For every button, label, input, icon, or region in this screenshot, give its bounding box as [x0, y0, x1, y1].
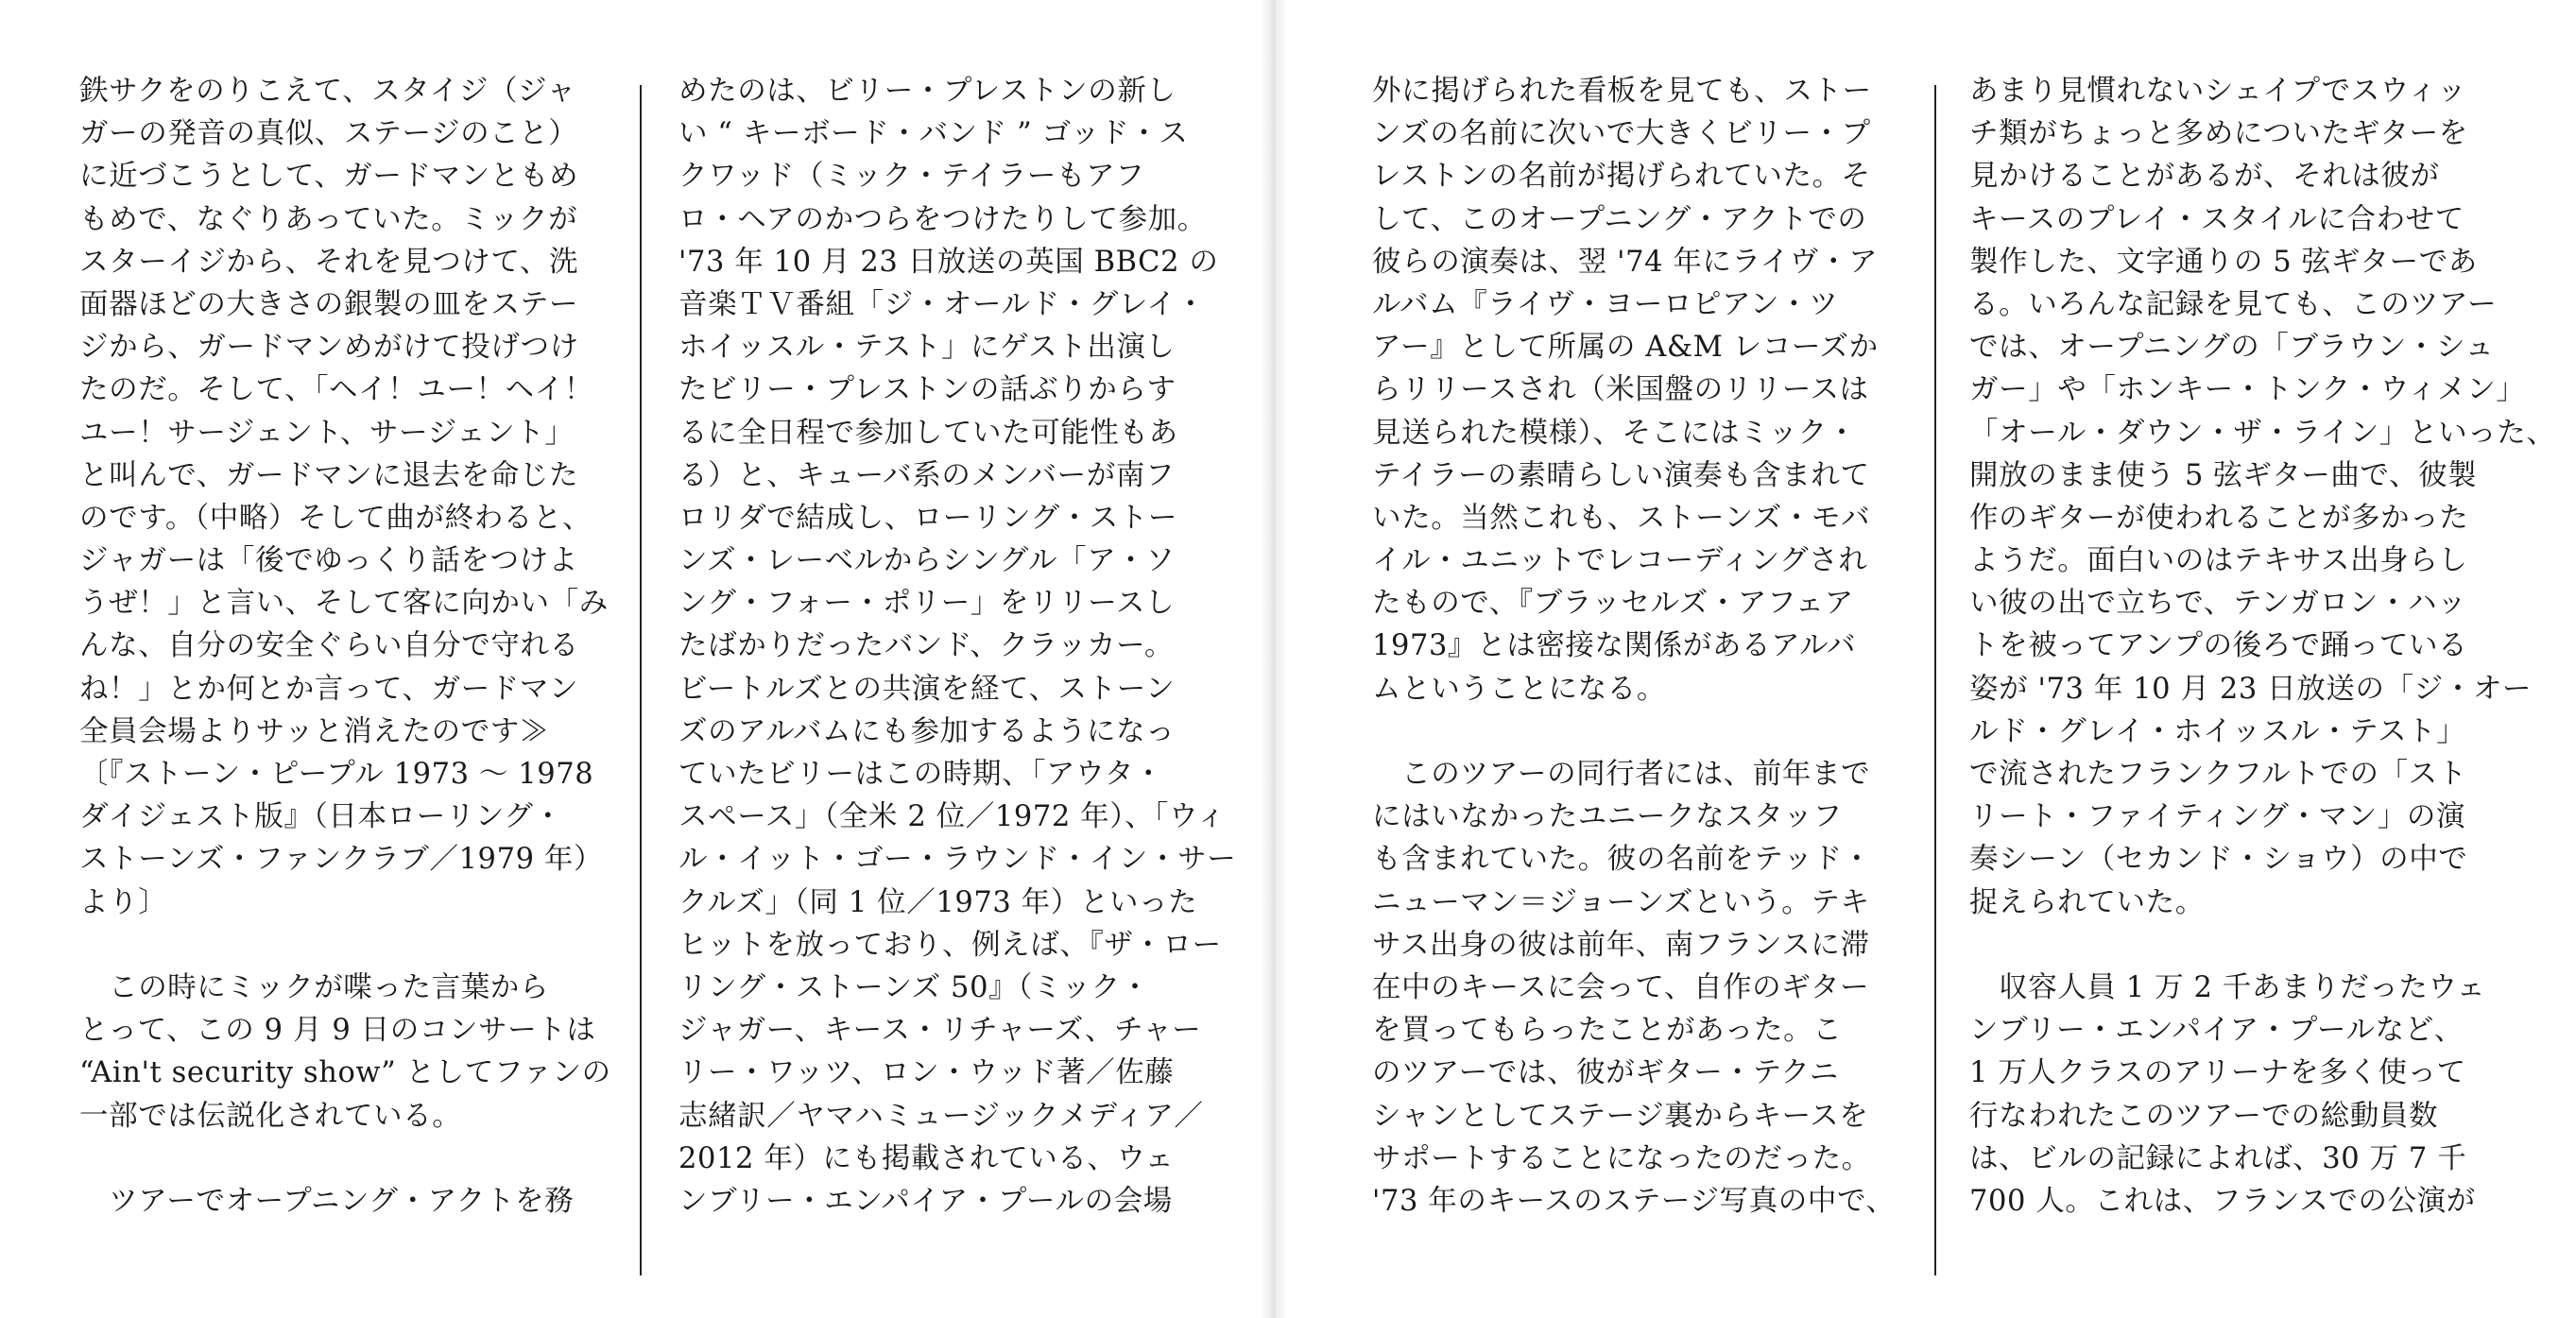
- text-line: る。いろんな記録を見ても、このツアー: [1969, 287, 2498, 321]
- text-line: 一部では伝説化されている。: [79, 1099, 462, 1133]
- text-line: たもので、『ブラッセルズ・アフェア: [1372, 587, 1854, 621]
- text-line: リー・ワッツ、ロン・ウッド著／佐藤: [678, 1056, 1175, 1090]
- text-column-right-1: [1372, 70, 1896, 1223]
- text-line: も含まれていた。彼の名前をテッド・: [1372, 843, 1872, 877]
- text-line: ガー」や「ホンキー・トンク・ウィメン」: [1969, 373, 2526, 407]
- text-line: スターイジから、それを見つけて、洗: [79, 245, 579, 279]
- text-line: リング・ストーンズ 50』（ミック・: [678, 970, 1150, 1004]
- text-line: らリリースされ（米国盤のリリースは: [1372, 373, 1869, 407]
- text-line: たばかりだったバンド、クラッカー。: [678, 629, 1175, 663]
- text-line: ング・フォー・ポリー」をリリースし: [678, 587, 1176, 621]
- text-line: と叫んで、ガードマンに退去を命じた: [79, 458, 579, 492]
- text-line: サポートすることになったのだった。: [1372, 1141, 1871, 1175]
- text-line: 在中のキースに会って、自作のギター: [1372, 970, 1870, 1004]
- text-line: 志緒訳／ヤマハミュージックメディア／: [678, 1099, 1204, 1133]
- text-line: ルバム『ライヴ・ヨーロピアン・ツ: [1372, 287, 1839, 321]
- text-line: 音楽ＴＶ番組「ジ・オールド・グレイ・: [678, 287, 1206, 321]
- text-line: たのだ。そして、「ヘイ！ユー！ヘイ！: [79, 373, 593, 407]
- text-line: ガーの発音の真似、ステージのこと）: [79, 117, 578, 151]
- text-line: ジャガー、キース・リチャーズ、チャー: [678, 1014, 1202, 1048]
- text-line: このツアーの同行者には、前年まで: [1372, 758, 1871, 791]
- text-line: んな、自分の安全ぐらい自分で守れる: [79, 629, 579, 663]
- text-line: サス出身の彼は前年、南フランスに滞: [1372, 928, 1870, 962]
- text-line: 奏シーン（セカンド・ショウ）の中で: [1969, 843, 2468, 877]
- text-line: レストンの名前が掲げられていた。そ: [1372, 160, 1871, 194]
- text-line: ようだ。面白いのはテキサス出身らし: [1969, 544, 2468, 578]
- text-line: とって、この 9 月 9 日のコンサートは: [79, 1014, 596, 1048]
- text-line: トを被ってアンプの後ろで踊っている: [1969, 629, 2468, 663]
- text-line: この時にミックが喋った言葉から: [79, 970, 549, 1004]
- text-line: 〔『ストーン・ピープル 1973 〜 1978: [79, 758, 594, 791]
- paragraph-break: [1372, 710, 1896, 753]
- text-line: 700 人。これは、フランスでの公演が: [1969, 1184, 2476, 1218]
- text-line: 2012 年）にも掲載されている、ウェ: [678, 1141, 1175, 1175]
- left-page: [0, 0, 1266, 1318]
- text-line: 面器ほどの大きさの銀製の皿をステー: [79, 287, 579, 321]
- text-line: 姿が '73 年 10 月 23 日放送の「ジ・オー: [1969, 672, 2533, 706]
- paragraph-break: [79, 1138, 611, 1180]
- text-line: めたのは、ビリー・プレストンの新し: [678, 75, 1176, 108]
- text-line: クルズ」（同 1 位／1973 年）といった: [678, 885, 1198, 919]
- text-line: る）と、キューバ系のメンバーが南フ: [678, 458, 1176, 492]
- text-line: スペース」（全米 2 位／1972 年）、「ウィ: [678, 800, 1227, 834]
- text-line: 行なわれたこのツアーでの総動員数: [1969, 1099, 2439, 1133]
- text-line: して、このオープニング・アクトでの: [1372, 202, 1867, 236]
- text-line: 収容人員 1 万 2 千あまりだったウェ: [1969, 970, 2486, 1004]
- text-line: では、オープニングの「ブラウン・シュ: [1969, 331, 2495, 365]
- text-line: 「オール・ダウン・ザ・ライン」といった、: [1969, 416, 2556, 450]
- text-line: ズのアルバムにも参加するようになっ: [678, 714, 1176, 748]
- text-line: あまり見慣れないシェイプでスウィッ: [1969, 75, 2467, 108]
- text-line: クワッド（ミック・テイラーもアフ: [678, 160, 1145, 194]
- text-line: 全員会場よりサッと消えたのです≫: [79, 714, 549, 748]
- text-line: い彼の出で立ちで、テンガロン・ハッ: [1969, 587, 2467, 621]
- text-line: 見送られた模様）、そこにはミック・: [1372, 416, 1857, 450]
- text-line: ンズ・レーベルからシングル「ア・ソ: [678, 544, 1176, 578]
- text-line: '73 年のキースのステージ写真の中で、: [1372, 1184, 1896, 1218]
- text-line: 1 万人クラスのアリーナを多く使って: [1969, 1056, 2466, 1090]
- text-line: ダイジェスト版』（日本ローリング・: [79, 800, 563, 834]
- text-column-right-2: [1969, 70, 2555, 1223]
- text-column-left-2: [678, 70, 1236, 1223]
- text-line: は、ビルの記録によれば、30 万 7 千: [1969, 1141, 2467, 1175]
- text-line: い “ キーボード・バンド ” ゴッド・ス: [678, 117, 1189, 151]
- text-line: のです。（中略）そして曲が終わると、: [79, 501, 592, 535]
- text-line: で流されたフランクフルトでの「スト: [1969, 758, 2467, 791]
- text-line: るに全日程で参加していた可能性もあ: [678, 416, 1178, 450]
- text-line: 製作した、文字通りの 5 弦ギターであ: [1969, 245, 2478, 279]
- text-line: 鉄サクをのりこえて、スタイジ（ジャ: [79, 75, 576, 108]
- text-line: ていたビリーはこの時期、「アウタ・: [678, 758, 1164, 791]
- text-line: ツアーでオープニング・アクトを務: [79, 1184, 575, 1218]
- text-line: にはいなかったユニークなスタッフ: [1372, 800, 1843, 834]
- text-line: ンブリー・エンパイア・プールなど、: [1969, 1014, 2464, 1048]
- text-line: より〕: [79, 885, 168, 919]
- text-line: に近づこうとして、ガードマンともめ: [79, 160, 579, 194]
- text-line: を買ってもらったことがあった。こ: [1372, 1014, 1843, 1048]
- text-line: 見かけることがあるが、それは彼が: [1969, 160, 2440, 194]
- text-line: リート・ファイティング・マン」の演: [1969, 800, 2466, 834]
- text-line: ニューマン＝ジョーンズという。テキ: [1372, 885, 1870, 919]
- text-line: 彼らの演奏は、翌 '74 年にライヴ・ア: [1372, 245, 1879, 279]
- text-line: 外に掲げられた看板を見ても、ストー: [1372, 75, 1872, 108]
- text-line: ホイッスル・テスト」にゲスト出演し: [678, 331, 1176, 365]
- text-line: ル・イット・ゴー・ラウンド・イン・サー: [678, 843, 1237, 877]
- text-line: ルド・グレイ・ホイッスル・テスト」: [1969, 714, 2466, 748]
- text-line: ロ・ヘアのかつらをつけたりして参加。: [678, 202, 1207, 236]
- text-line: ジから、ガードマンめがけて投げつけ: [79, 331, 579, 365]
- text-line: ね！」とか何とか言って、ガードマン: [79, 672, 579, 706]
- text-line: いた。当然これも、ストーンズ・モバ: [1372, 501, 1871, 535]
- paragraph-break: [79, 924, 611, 967]
- text-column-left-1: [79, 70, 611, 1223]
- text-line: 開放のまま使う 5 弦ギター曲で、彼製: [1969, 458, 2478, 492]
- text-line: ヒットを放っており、例えば、『ザ・ロー: [678, 928, 1222, 962]
- paragraph-break: [1969, 924, 2555, 967]
- column-divider-right: [1934, 85, 1936, 1275]
- text-line: イル・ユニットでレコーディングされ: [1372, 544, 1868, 578]
- text-line: “Ain't security show” としてファンの: [79, 1056, 611, 1090]
- text-line: '73 年 10 月 23 日放送の英国 BBC2 の: [678, 245, 1219, 279]
- text-line: ストーンズ・ファンクラブ／1979 年）: [79, 843, 604, 877]
- text-line: テイラーの素晴らしい演奏も含まれて: [1372, 458, 1870, 492]
- text-line: ンズの名前に次いで大きくビリー・プ: [1372, 117, 1871, 151]
- text-line: 作のギターが使われることが多かった: [1969, 501, 2469, 535]
- text-line: うぜ！」と言い、そして客に向かい「み: [79, 587, 609, 621]
- text-line: ンブリー・エンパイア・プールの会場: [678, 1184, 1173, 1218]
- text-line: もめで、なぐりあっていた。ミックが: [79, 202, 578, 236]
- text-line: 捉えられていた。: [1969, 885, 2205, 919]
- text-line: ムということになる。: [1372, 672, 1666, 706]
- text-line: アー』として所属の A&M レコーズか: [1372, 331, 1879, 365]
- text-line: ジャガーは「後でゆっくり話をつけよ: [79, 544, 578, 578]
- text-line: たビリー・プレストンの話ぶりからす: [678, 373, 1176, 407]
- text-line: シャンとしてステージ裏からキースを: [1372, 1099, 1869, 1133]
- text-line: ビートルズとの共演を経て、ストーン: [678, 672, 1176, 706]
- text-line: ロリダで結成し、ローリング・ストー: [678, 501, 1178, 535]
- column-divider-left: [640, 85, 642, 1275]
- text-line: ユー！サージェント、サージェント」: [79, 416, 575, 450]
- text-line: チ類がちょっと多めについたギターを: [1969, 117, 2468, 151]
- right-page: [1276, 0, 2576, 1318]
- text-line: キースのプレイ・スタイルに合わせて: [1969, 202, 2464, 236]
- text-line: 1973』とは密接な関係があるアルバ: [1372, 629, 1857, 663]
- text-line: のツアーでは、彼がギター・テクニ: [1372, 1056, 1839, 1090]
